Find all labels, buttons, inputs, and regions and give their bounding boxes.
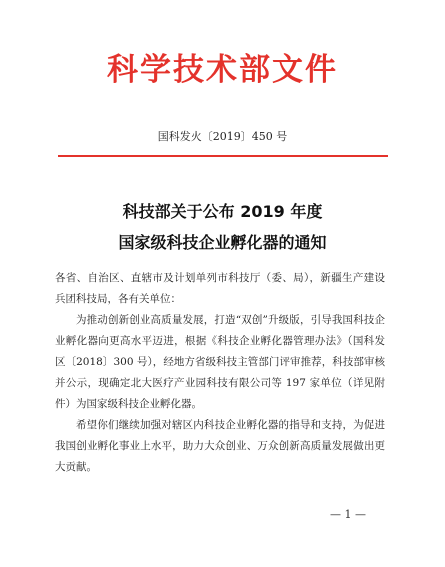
paragraph-2: 希望你们继续加强对辖区内科技企业孵化器的指导和支持，为促进我国创业孵化事业上水平，助力大众创业、万众创新高质量发展做出更大贡献。	[55, 419, 385, 473]
document-number: 国科发火〔2019〕450 号	[157, 130, 288, 143]
document-title	[0, 196, 445, 258]
title-line-2: 国家级科技企业孵化器的通知	[118, 233, 327, 252]
title-line-1: 科技部关于公布 2019 年度	[122, 202, 323, 221]
red-divider-line	[58, 155, 388, 157]
salutation: 各省、自治区、直辖市及计划单列市科技厅（委、局），新疆生产建设兵团科技局，各有关单位：	[55, 272, 385, 305]
issuer-header: 科学技术部文件	[107, 52, 338, 88]
page-number: — 1 —	[330, 508, 366, 521]
paragraph-1: 为推动创新创业高质量发展，打造“双创”升级版，引导我国科技企业孵化器向更高水平迈进，根据《科技企业孵化器管理办法》（国科发区〔2018〕300 号），经地方省级科技主管部门评审推荐，科技部审核并公示，现确定北大医疗产业园科技有限公司等 197 家单位（详见附件）为国家级科技企业孵化器。	[55, 314, 385, 410]
document-body	[55, 268, 385, 478]
